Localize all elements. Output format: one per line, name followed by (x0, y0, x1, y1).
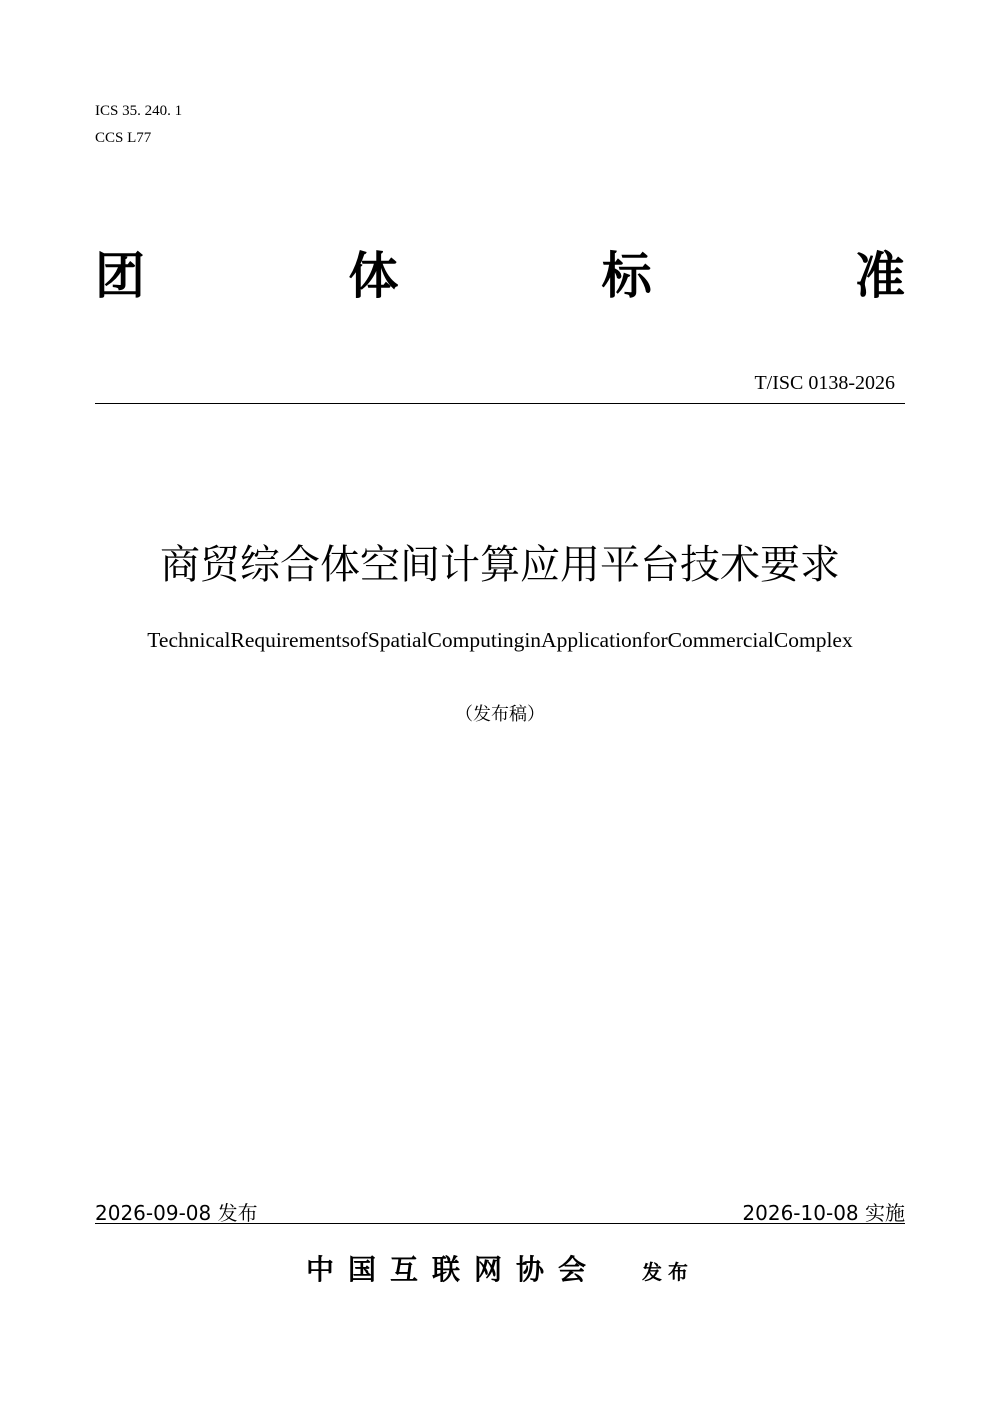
issuer-name: 中国互联网协会 (305, 1253, 600, 1286)
standard-type-char: 标 (601, 246, 652, 305)
ccs-code: CCS L77 (95, 130, 152, 146)
standard-type-char: 准 (854, 246, 905, 305)
standard-type-heading (95, 248, 905, 304)
classification-codes (95, 98, 182, 152)
draft-status: （发布稿） (455, 704, 545, 725)
publish-date: 2026-09-08 发布 (95, 1201, 258, 1225)
title-chinese: 商贸综合体空间计算应用平台技术要求 (160, 542, 840, 588)
top-divider (95, 403, 905, 404)
issuer-row (0, 1248, 1000, 1288)
implement-date: 2026-10-08 实施 (742, 1201, 905, 1225)
title-english: TechnicalRequirementsofSpatialComputinginApplicationforCommercialComplex (147, 628, 853, 652)
standard-type-char: 团 (95, 246, 145, 305)
standard-number: T/ISC 0138-2026 (754, 372, 895, 394)
date-row (95, 1197, 905, 1226)
standard-type-char: 体 (348, 246, 399, 305)
bottom-divider (95, 1223, 905, 1224)
ics-code: ICS 35. 240. 1 (95, 103, 183, 119)
issuer-suffix: 发布 (642, 1260, 694, 1284)
